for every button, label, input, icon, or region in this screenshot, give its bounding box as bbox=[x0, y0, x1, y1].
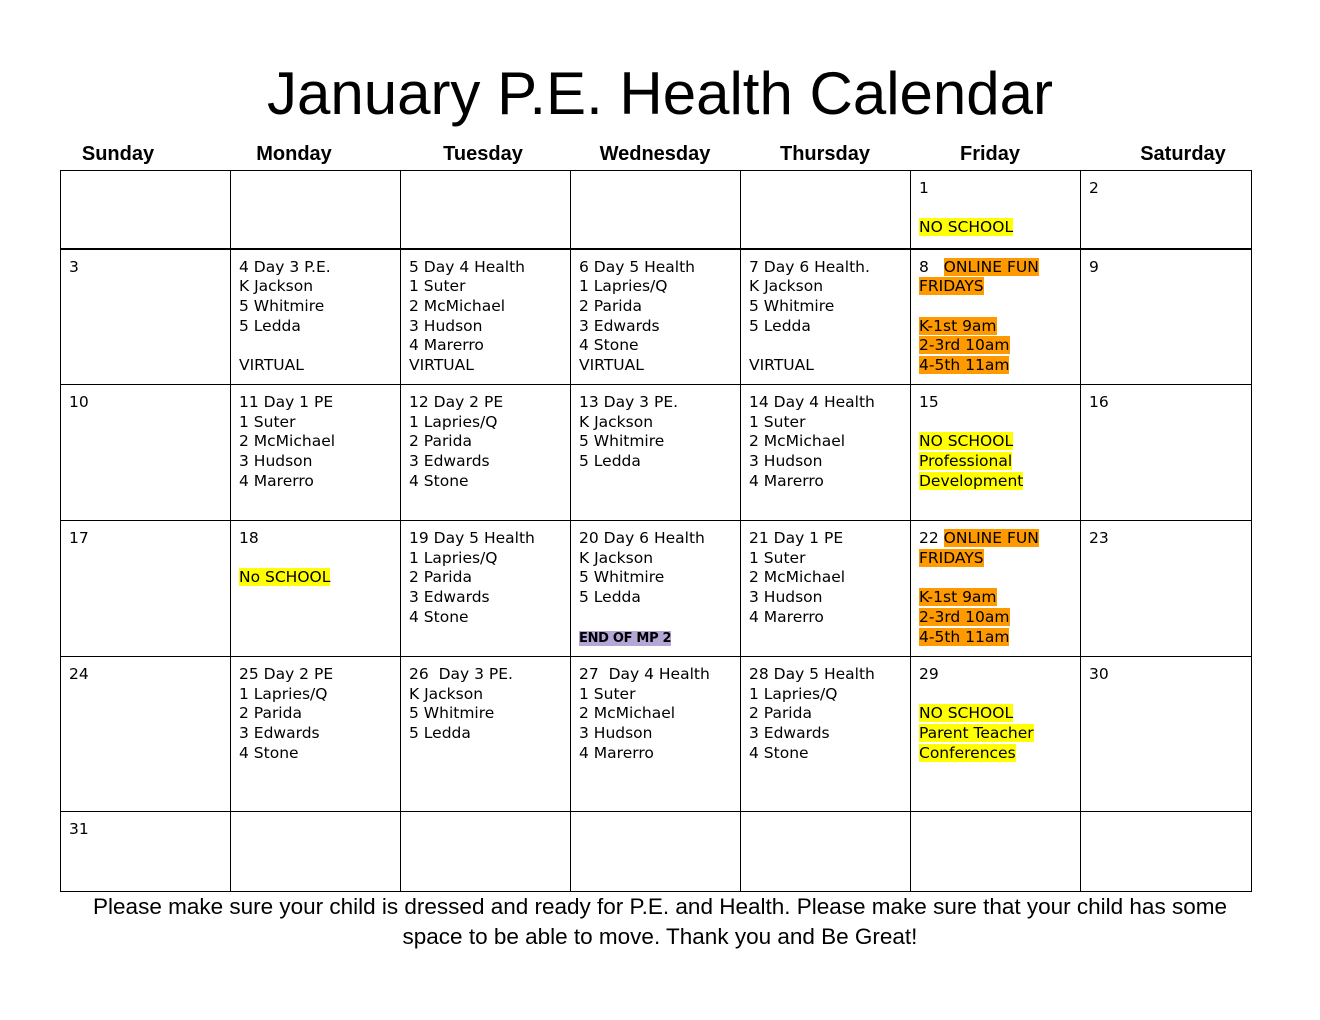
day-cell-text: 11 Day 1 PE 1 Suter 2 McMichael 3 Hudson 4 Marerro bbox=[239, 393, 336, 490]
highlighted-note: NO SCHOOL Parent Teacher Conferences bbox=[919, 704, 1034, 762]
calendar-week-row bbox=[61, 521, 1252, 657]
highlighted-note: ONLINE FUN FRIDAYS bbox=[919, 257, 1039, 296]
highlighted-note: K-1st 9am 2-3rd 10am 4-5th 11am bbox=[919, 588, 1010, 646]
calendar-day-cell-tuesday bbox=[401, 521, 571, 657]
calendar-day-cell-thursday bbox=[741, 812, 911, 892]
day-cell-text: 28 Day 5 Health 1 Lapries/Q 2 Parida 3 Edwards 4 Stone bbox=[749, 665, 875, 762]
calendar-day-cell-wednesday bbox=[571, 812, 741, 892]
calendar-day-cell-monday bbox=[231, 812, 401, 892]
day-cell-text: 1 bbox=[919, 179, 929, 197]
marking-period-badge: END OF MP 2 bbox=[579, 630, 672, 646]
day-cell-text: 6 Day 5 Health 1 Lapries/Q 2 Parida 3 Edwards 4 Stone VIRTUAL bbox=[579, 257, 696, 375]
day-cell-text: 22 bbox=[919, 529, 944, 547]
day-cell-text: 18 bbox=[239, 529, 259, 547]
day-cell-text: 27 Day 4 Health 1 Suter 2 McMichael 3 Hudson 4 Marerro bbox=[579, 665, 710, 762]
day-cell-text: 23 bbox=[1089, 529, 1109, 547]
calendar-day-cell-saturday bbox=[1081, 385, 1252, 521]
calendar-day-cell-sunday bbox=[61, 521, 231, 657]
calendar-day-cell-wednesday bbox=[571, 521, 741, 657]
calendar-day-cell-monday bbox=[231, 657, 401, 812]
day-cell-text: 7 Day 6 Health. K Jackson 5 Whitmire 5 Ledda VIRTUAL bbox=[749, 257, 870, 375]
footer-note: Please make sure your child is dressed and ready for P.E. and Health. Please make sure that your child has some space to be able to move. Thank you and Be Great! bbox=[93, 894, 1227, 949]
calendar-day-cell-wednesday bbox=[571, 657, 741, 812]
calendar-day-cell-saturday bbox=[1081, 657, 1252, 812]
page-title: January P.E. Health Calendar bbox=[266, 60, 1054, 127]
day-cell-text: 2 bbox=[1089, 179, 1099, 197]
day-cell-text: 19 Day 5 Health 1 Lapries/Q 2 Parida 3 Edwards 4 Stone bbox=[409, 529, 535, 626]
calendar-day-cell-monday bbox=[231, 171, 401, 249]
calendar-day-cell-saturday bbox=[1081, 171, 1252, 249]
calendar-day-cell-saturday bbox=[1081, 249, 1252, 385]
calendar-day-cell-tuesday bbox=[401, 249, 571, 385]
highlighted-note: No SCHOOL bbox=[239, 568, 331, 587]
day-header-friday: Friday bbox=[959, 143, 1021, 165]
day-cell-text: 20 Day 6 Health K Jackson 5 Whitmire 5 Ledda bbox=[579, 529, 705, 607]
calendar-week-row bbox=[61, 249, 1252, 385]
calendar-week-row bbox=[61, 812, 1252, 892]
day-cell-text: 10 bbox=[69, 393, 89, 411]
day-cell-text: 21 Day 1 PE 1 Suter 2 McMichael 3 Hudson 4 Marerro bbox=[749, 529, 846, 626]
day-cell-text: 9 bbox=[1089, 257, 1099, 276]
calendar-day-cell-thursday bbox=[741, 385, 911, 521]
calendar-day-cell-tuesday bbox=[401, 385, 571, 521]
calendar-day-cell-thursday bbox=[741, 171, 911, 249]
calendar-day-cell-friday bbox=[911, 812, 1081, 892]
calendar-day-cell-friday bbox=[911, 521, 1081, 657]
calendar-week-row bbox=[61, 657, 1252, 812]
calendar-day-cell-sunday bbox=[61, 249, 231, 385]
calendar-day-cell-friday bbox=[911, 657, 1081, 812]
calendar-day-cell-sunday bbox=[61, 812, 231, 892]
calendar-day-cell-tuesday bbox=[401, 171, 571, 249]
calendar-day-cell-friday bbox=[911, 249, 1081, 385]
day-cell-text: 5 Day 4 Health 1 Suter 2 McMichael 3 Hudson 4 Marerro VIRTUAL bbox=[409, 257, 526, 375]
calendar-day-cell-tuesday bbox=[401, 812, 571, 892]
calendar-week-row bbox=[61, 171, 1252, 249]
calendar-day-cell-thursday bbox=[741, 521, 911, 657]
day-header-sunday: Sunday bbox=[81, 143, 155, 165]
day-cell-text: 14 Day 4 Health 1 Suter 2 McMichael 3 Hudson 4 Marerro bbox=[749, 393, 875, 490]
day-cell-text: 16 bbox=[1089, 393, 1109, 411]
day-cell-text: 8 bbox=[919, 257, 944, 276]
calendar-day-cell-monday bbox=[231, 385, 401, 521]
calendar-day-cell-sunday bbox=[61, 171, 231, 249]
highlighted-note: ONLINE FUN FRIDAYS bbox=[919, 529, 1039, 567]
calendar-day-cell-sunday bbox=[61, 657, 231, 812]
calendar-day-cell-wednesday bbox=[571, 249, 741, 385]
calendar-grid bbox=[60, 170, 1252, 892]
calendar-day-cell-saturday bbox=[1081, 812, 1252, 892]
day-cell-text: 3 bbox=[69, 257, 79, 276]
calendar-day-cell-wednesday bbox=[571, 385, 741, 521]
day-header-wednesday: Wednesday bbox=[599, 143, 711, 165]
calendar-day-cell-thursday bbox=[741, 249, 911, 385]
day-cell-text: 17 bbox=[69, 529, 89, 547]
calendar-day-cell-sunday bbox=[61, 385, 231, 521]
calendar-day-cell-wednesday bbox=[571, 171, 741, 249]
calendar-day-cell-monday bbox=[231, 521, 401, 657]
calendar-week-row bbox=[61, 385, 1252, 521]
calendar-day-cell-friday bbox=[911, 171, 1081, 249]
day-header-row bbox=[0, 142, 1320, 168]
day-header-saturday: Saturday bbox=[1140, 143, 1226, 165]
calendar-day-cell-monday bbox=[231, 249, 401, 385]
day-cell-text: 30 bbox=[1089, 665, 1109, 683]
day-cell-text: 13 Day 3 PE. K Jackson 5 Whitmire 5 Ledda bbox=[579, 393, 679, 471]
day-cell-text: 12 Day 2 PE 1 Lapries/Q 2 Parida 3 Edwards 4 Stone bbox=[409, 393, 504, 490]
day-header-tuesday: Tuesday bbox=[443, 143, 523, 165]
day-cell-text: 24 bbox=[69, 665, 89, 683]
highlighted-note: K-1st 9am 2-3rd 10am 4-5th 11am bbox=[919, 316, 1010, 375]
day-cell-text: 26 Day 3 PE. K Jackson 5 Whitmire 5 Ledda bbox=[409, 665, 513, 743]
day-cell-text: 15 bbox=[919, 393, 939, 411]
highlighted-note: NO SCHOOL Professional Development bbox=[919, 432, 1024, 490]
day-header-thursday: Thursday bbox=[779, 143, 871, 165]
day-cell-text: 31 bbox=[69, 820, 89, 838]
highlighted-note: NO SCHOOL bbox=[919, 218, 1014, 237]
day-header-monday: Monday bbox=[256, 143, 332, 165]
calendar-day-cell-tuesday bbox=[401, 657, 571, 812]
day-cell-text: 29 bbox=[919, 665, 939, 683]
calendar-day-cell-thursday bbox=[741, 657, 911, 812]
calendar-day-cell-friday bbox=[911, 385, 1081, 521]
calendar-day-cell-saturday bbox=[1081, 521, 1252, 657]
day-cell-text: 4 Day 3 P.E. K Jackson 5 Whitmire 5 Ledda VIRTUAL bbox=[239, 257, 331, 375]
day-cell-text: 25 Day 2 PE 1 Lapries/Q 2 Parida 3 Edwards 4 Stone bbox=[239, 665, 334, 762]
